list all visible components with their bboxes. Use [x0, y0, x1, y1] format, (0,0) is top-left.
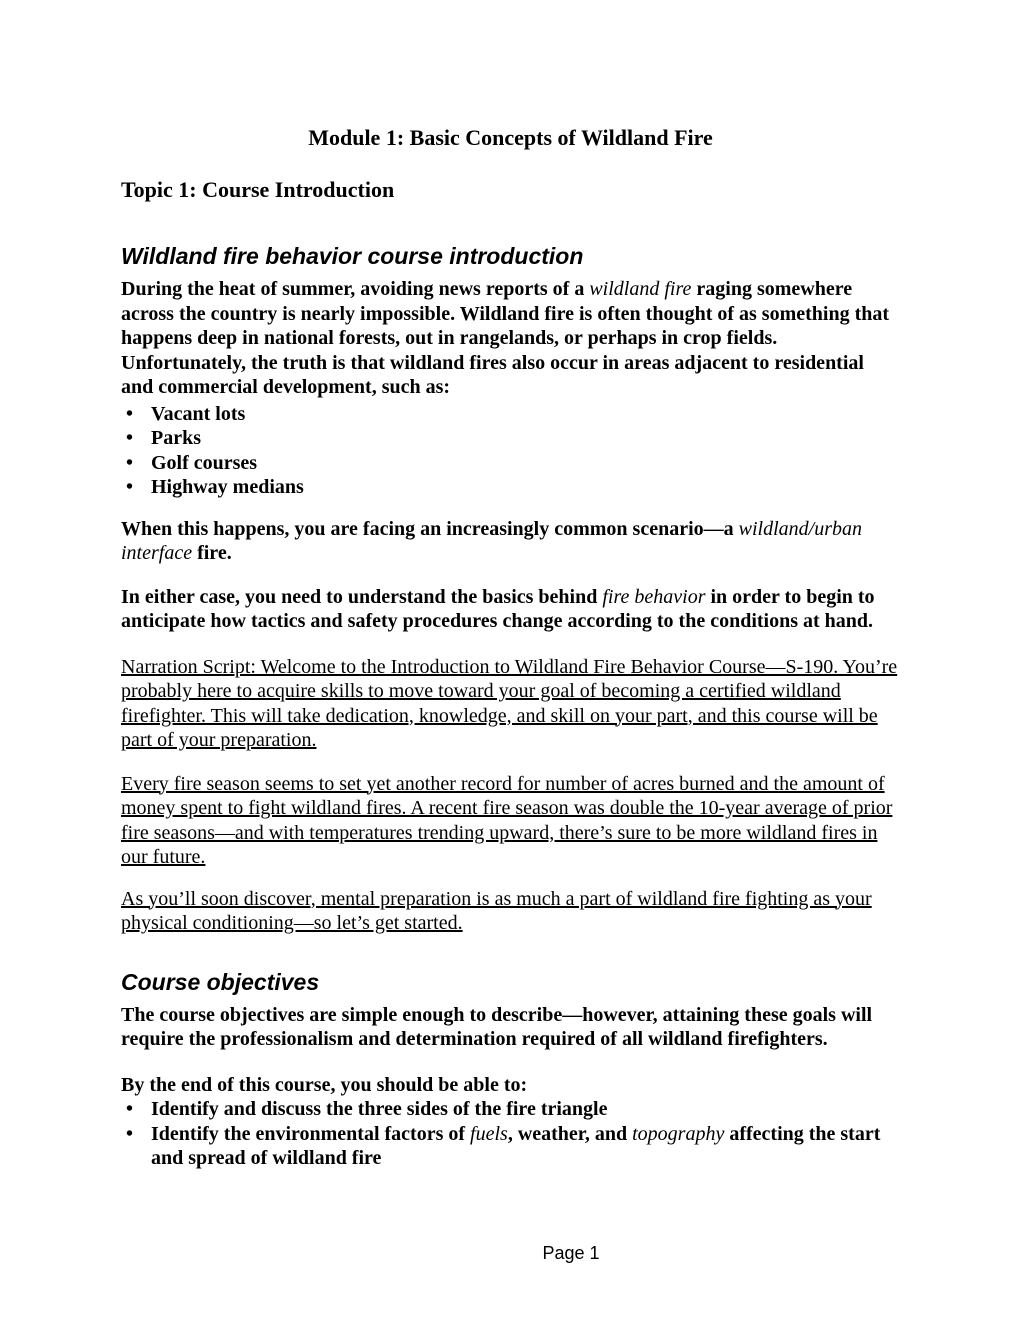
- text-run: fire.: [192, 542, 232, 564]
- bullet-icon: •: [126, 451, 134, 474]
- intro-paragraph-1: [121, 277, 900, 400]
- text-run: raging somewhere across the country is nearly impossible. Wildland fire is often thought of as something that happens deep in national forests, out in rangelands, or perhaps in crop fields. Unfortunately, the truth is that wildland fires also occur in areas adjacent to residential and commercial development, such as:: [121, 278, 890, 398]
- text-run: in order to begin to anticipate how tactics and safety procedures change according to the conditions at hand.: [121, 585, 875, 632]
- page-number-footer: Page 1: [542, 1243, 600, 1263]
- italic-term: fuels: [470, 1122, 508, 1145]
- intro-paragraph-3: [121, 585, 900, 634]
- list-item-label: Parks: [151, 427, 201, 449]
- page-title: Module 1: Basic Concepts of Wildland Fire: [308, 125, 713, 150]
- list-item-label: Vacant lots: [151, 402, 246, 425]
- narration-paragraph-1: Narration Script: Welcome to the Introduction to Wildland Fire Behavior Course—S-190. You’re probably here to acquire skills to move toward your goal of becoming a certified wildland firefighter. This will take dedication, knowledge, and skill on your part, and this course will be part of your preparation.: [121, 655, 898, 751]
- bullet-icon: •: [126, 1098, 134, 1120]
- topic-heading: Topic 1: Course Introduction: [121, 177, 395, 202]
- narration-paragraph-2: Every fire season seems to set yet another record for number of acres burned and the amount of money spent to fight wildland fires. A recent fire season was double the 10-year average of prior fire seasons—and with temperatures trending upward, there’s sure to be more wildland fires in our future.: [121, 772, 893, 868]
- list-item-label: Highway medians: [151, 476, 304, 498]
- locations-bullet-list: [121, 402, 900, 500]
- text-run: , weather, and: [507, 1122, 633, 1145]
- bullet-icon: •: [126, 476, 134, 498]
- list-item-label: Identify and discuss the three sides of the fire triangle: [151, 1098, 608, 1120]
- bullet-icon: •: [126, 1122, 134, 1145]
- document-content: [121, 0, 900, 1171]
- text-run: During the heat of summer, avoiding news reports of a: [121, 278, 590, 300]
- list-item-label: Golf courses: [151, 451, 258, 474]
- objectives-paragraph-2: By the end of this course, you should be able to:: [121, 1073, 528, 1096]
- objectives-paragraph-1: The course objectives are simple enough to describe—however, attaining these goals will require the professionalism and determination required of all wildland firefighters.: [121, 1003, 873, 1050]
- list-item: [121, 475, 900, 500]
- narration-paragraph-3: As you’ll soon discover, mental preparation is as much a part of wildland fire fighting as your physical conditioning—so let’s get started.: [121, 887, 872, 934]
- italic-term: wildland fire: [589, 278, 692, 300]
- list-item: [121, 1122, 900, 1171]
- bullet-icon: •: [126, 427, 134, 449]
- list-item: [121, 402, 900, 427]
- italic-term: topography: [632, 1122, 725, 1145]
- objectives-bullet-list: [121, 1097, 900, 1171]
- text-run: When this happens, you are facing an increasingly common scenario—a: [121, 517, 739, 540]
- list-item: [121, 451, 900, 476]
- section-heading-intro: Wildland fire behavior course introduction: [121, 243, 584, 269]
- list-item: [121, 426, 900, 451]
- italic-term: wildland/urban interface: [121, 517, 862, 564]
- text-run: Identify the environmental factors of: [151, 1122, 471, 1145]
- list-item: [121, 1097, 900, 1122]
- intro-paragraph-2: [121, 517, 900, 566]
- italic-term: fire behavior: [602, 585, 706, 608]
- text-run: affecting the start and spread of wildland fire: [151, 1122, 881, 1169]
- bullet-icon: •: [126, 402, 134, 425]
- text-run: In either case, you need to understand the basics behind: [121, 585, 603, 608]
- section-heading-objectives: Course objectives: [121, 968, 320, 995]
